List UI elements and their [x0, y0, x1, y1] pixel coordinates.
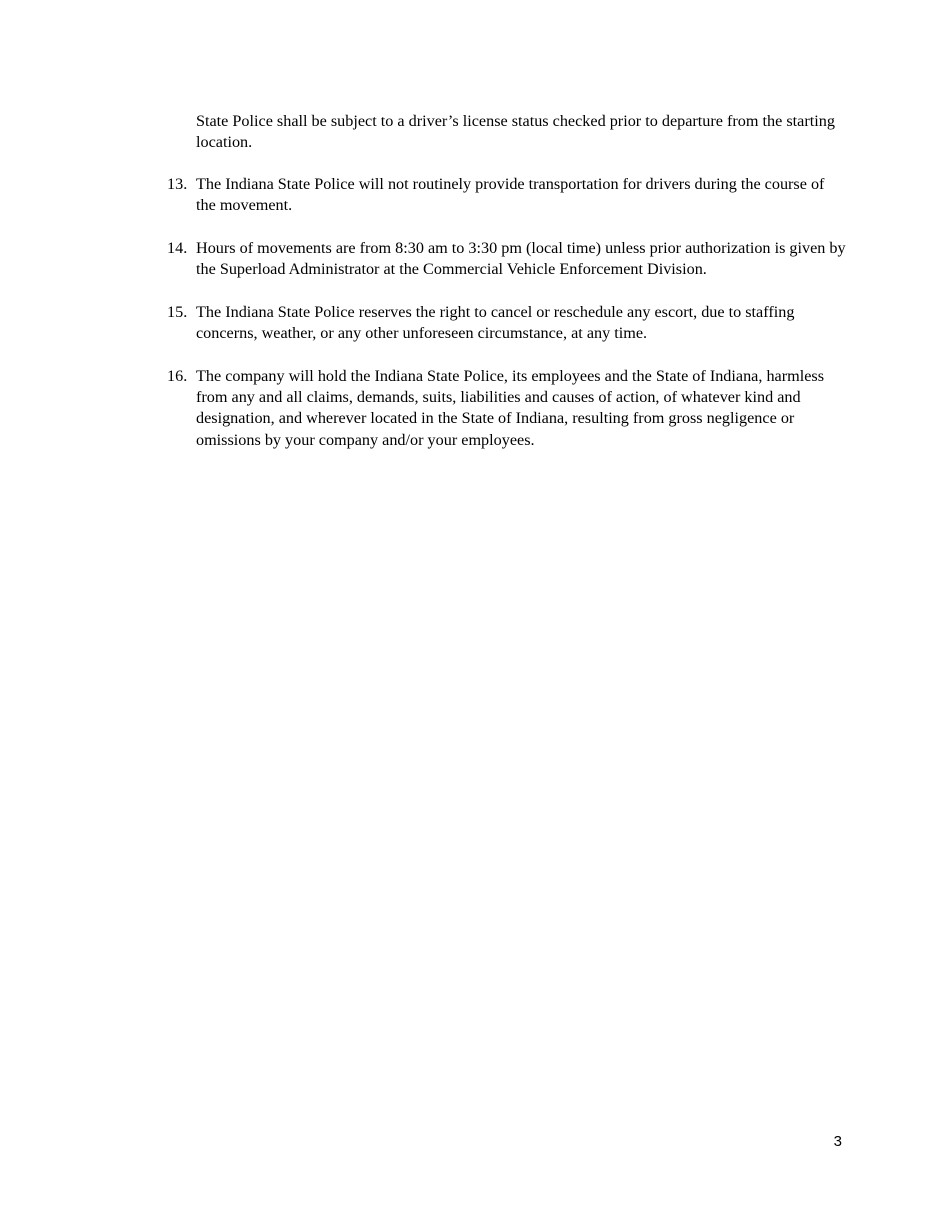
list-item-13	[167, 174, 847, 216]
list-item-number: 15.	[167, 303, 188, 321]
list-item-text: The company will hold the Indiana State Police, its employees and the State of Indiana, harmless from any and all claims, demands, suits, liabilities and causes of action, of whatever kind and designation, and wherever located in the State of Indiana, resulting from gross negligence or omissions by your company and/or your employees.	[196, 367, 825, 449]
list-item-number: 14.	[167, 239, 188, 257]
continuation-paragraph: State Police shall be subject to a driver’s license status checked prior to departure from the starting location.	[196, 112, 835, 152]
list-item-text: The Indiana State Police will not routinely provide transportation for drivers during the course of the movement.	[196, 175, 825, 215]
page-number: 3	[833, 1133, 842, 1150]
list-item-number: 16.	[167, 367, 188, 385]
list-item-16	[167, 366, 847, 451]
list-item-15	[167, 302, 847, 344]
list-item-number: 13.	[167, 175, 188, 193]
list-item-text: The Indiana State Police reserves the right to cancel or reschedule any escort, due to staffing concerns, weather, or any other unforeseen circumstance, at any time.	[196, 303, 795, 343]
list-item-14	[167, 238, 847, 280]
list-item-text: Hours of movements are from 8:30 am to 3:30 pm (local time) unless prior authorization is given by the Superload Administrator at the Commercial Vehicle Enforcement Division.	[196, 239, 846, 279]
